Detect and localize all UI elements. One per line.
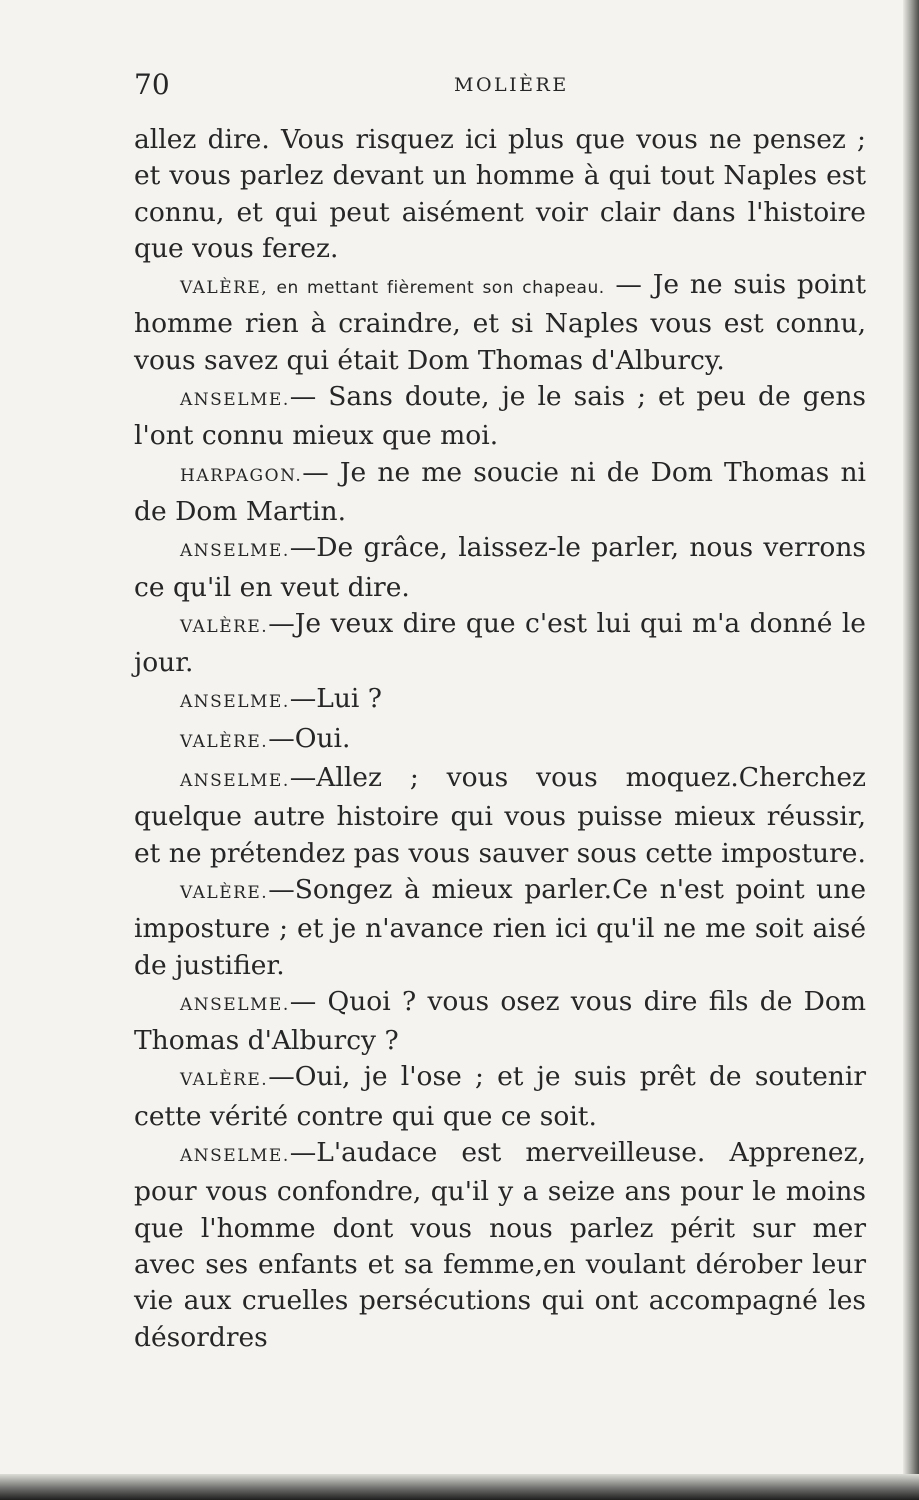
dialogue-text: — Quoi ? vous osez vous dire fils de Dom Thomas d'Alburcy ?	[134, 985, 866, 1057]
paragraph-valere-1	[134, 267, 866, 379]
speaker-name: ANSELME.	[180, 1146, 290, 1167]
page-number: 70	[134, 68, 170, 101]
paragraph-anselme-1	[134, 379, 866, 455]
paragraph-valere-3	[134, 721, 866, 760]
speaker-name: VALÈRE.	[180, 616, 269, 637]
dialogue-text: — Je ne suis point homme rien à craindre, et si Naples vous est connu, vous savez qui était Dom Thomas d'Alburcy.	[134, 269, 867, 376]
speaker-name: ANSELME.	[180, 771, 290, 792]
paragraph-anselme-3	[134, 681, 866, 720]
paragraph-anselme-4	[134, 760, 866, 872]
dialogue-text: — Je ne me soucie ni de Dom Thomas ni de Dom Martin.	[134, 456, 866, 527]
paragraph-harpagon-1	[134, 455, 866, 531]
page-edge-shadow-right	[903, 0, 919, 1500]
paragraph-anselme-2	[134, 530, 866, 606]
speaker-name: ANSELME.	[180, 692, 290, 713]
speaker-name: ANSELME.	[180, 541, 290, 562]
dialogue-text: —Songez à mieux parler.Ce n'est point une imposture ; et je n'avance rien ici qu'il ne me soit aisé de justifier.	[134, 873, 866, 981]
speaker-name: VALÈRE.	[180, 1070, 269, 1091]
paragraph-anselme-5	[134, 984, 866, 1060]
speaker-name: VALÈRE.	[180, 731, 269, 752]
dialogue-text: —De grâce, laissez-le parler, nous verrons ce qu'il en veut dire.	[134, 532, 866, 603]
dialogue-text: —Je veux dire que c'est lui qui m'a donné le jour.	[134, 607, 866, 679]
stage-direction: en mettant fièrement son chapeau.	[268, 278, 605, 299]
running-head: MOLIÈRE	[454, 74, 569, 96]
page-edge-shadow-bottom	[0, 1474, 919, 1500]
speaker-name: ANSELME.	[180, 994, 290, 1015]
speaker-name: VALÈRE,	[180, 278, 269, 299]
speaker-name: HARPAGON.	[180, 465, 303, 486]
dialogue-text: —Oui.	[268, 722, 351, 754]
dialogue-text: —L'audace est merveilleuse. Apprenez, pour vous confondre, qu'il y a seize ans pour le moins que l'homme dont vous nous parlez périt sur mer avec ses enfants et sa femme,en voulant dérober leur vie aux cruelles persécutions qui ont accompagné les désordres	[134, 1137, 866, 1353]
dialogue-text: —Allez ; vous vous moquez.Cherchez quelque autre histoire qui vous puisse mieux réussir, et ne prétendez pas vous sauver sous cette imposture.	[134, 762, 866, 869]
dialogue-text: — Sans doute, je le sais ; et peu de gens l'ont connu mieux que moi.	[134, 381, 866, 452]
paragraph-valere-2	[134, 606, 866, 682]
dialogue-text: —Oui, je l'ose ; et je suis prêt de soutenir cette vérité contre qui que ce soit.	[134, 1061, 866, 1132]
page-header	[134, 68, 864, 104]
paragraph-valere-5	[134, 1059, 866, 1135]
dialogue-text: allez dire. Vous risquez ici plus que vous ne pensez ; et vous parlez devant un homme à qui tout Naples est connu, et qui peut aisément voir clair dans l'histoire que vous ferez.	[134, 124, 866, 264]
paragraph-anselme-6	[134, 1135, 866, 1356]
speaker-name: VALÈRE.	[180, 882, 269, 903]
play-text	[134, 122, 866, 1356]
paragraph-valere-4	[134, 872, 866, 984]
paragraph-continuation	[134, 122, 866, 267]
dialogue-text: —Lui ?	[289, 683, 382, 715]
speaker-name: ANSELME.	[180, 390, 290, 411]
